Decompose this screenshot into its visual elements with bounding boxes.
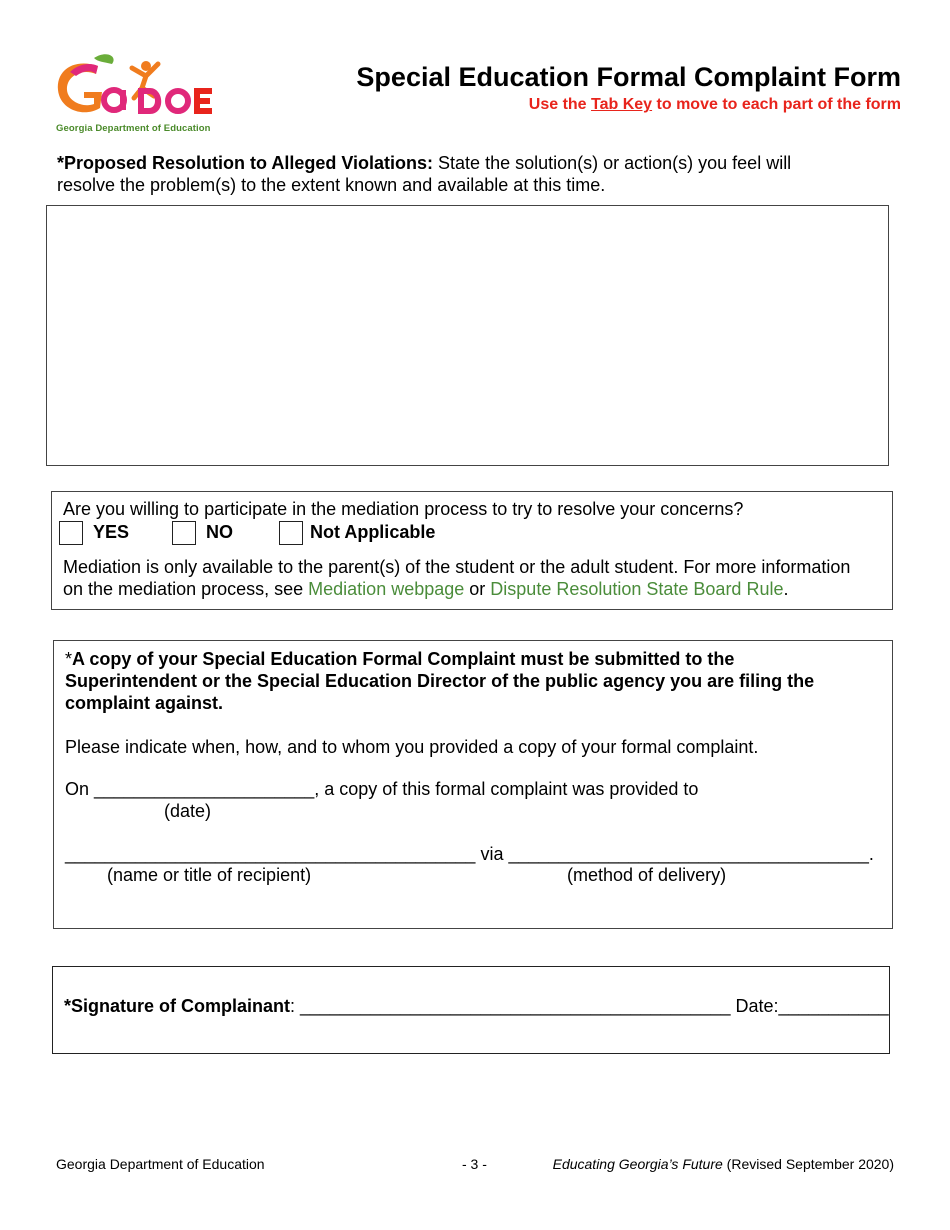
method-caption: (method of delivery)	[567, 865, 727, 885]
mediation-note	[63, 556, 888, 600]
resolution-label: *Proposed Resolution to Alleged Violations:	[57, 153, 434, 173]
mediation-webpage-link[interactable]: Mediation webpage	[308, 579, 465, 599]
not-applicable-checkbox[interactable]	[279, 521, 303, 545]
mediation-question: Are you willing to participate in the mediation process to try to resolve your concerns?	[63, 499, 744, 519]
signature-section	[52, 966, 890, 1054]
mediation-note-1: Mediation is only available to the parent(s) of the student or the adult student. For more information	[63, 557, 851, 577]
tab-instruction-post: to move to each part of the form	[652, 96, 901, 113]
mediation-note-end: .	[783, 579, 789, 599]
tab-key-label: Tab Key	[591, 96, 653, 113]
footer-right	[553, 1156, 894, 1172]
yes-label: YES	[93, 522, 130, 542]
gadoe-logo	[54, 52, 214, 136]
resolution-intro	[57, 152, 857, 196]
page-number: - 3 -	[462, 1156, 487, 1172]
copy-bold-2: Superintendent or the Special Education Director of the public agency you are filing the	[65, 671, 815, 691]
resolution-text-2: resolve the problem(s) to the extent known and available at this time.	[57, 175, 606, 195]
recipient-caption: (name or title of recipient)	[107, 865, 312, 885]
resolution-text-field[interactable]	[46, 205, 889, 466]
resolution-text-1: State the solution(s) or action(s) you feel will	[433, 153, 792, 173]
recipient-method-field[interactable]: _________________________________________ via ____________________________________.	[65, 844, 874, 864]
date-caption: (date)	[164, 801, 212, 821]
dispute-resolution-rule-link[interactable]: Dispute Resolution State Board Rule	[490, 579, 784, 599]
signature-label: *Signature of Complainant	[64, 996, 291, 1016]
tab-instruction-pre: Use the	[528, 96, 592, 113]
copy-provided-section	[53, 640, 893, 929]
signature-line[interactable]	[64, 996, 889, 1017]
copy-asterisk: *	[65, 649, 73, 669]
no-checkbox[interactable]	[172, 521, 196, 545]
footer-revision: (Revised September 2020)	[722, 1156, 894, 1172]
mediation-note-or: or	[464, 579, 491, 599]
form-title: Special Education Formal Complaint Form	[356, 62, 901, 92]
logo-caption: Georgia Department of Education	[56, 123, 211, 134]
gadoe-logo-icon	[54, 52, 214, 122]
copy-bold-3: complaint against.	[65, 693, 224, 713]
signature-date-line: : ___________________________________________ Date:___________	[290, 996, 889, 1016]
yes-checkbox[interactable]	[59, 521, 83, 545]
date-provided-field[interactable]: On ______________________, a copy of this formal complaint was provided to	[65, 779, 699, 799]
no-label: NO	[206, 522, 233, 542]
mediation-note-2: on the mediation process, see	[63, 579, 309, 599]
mediation-section	[51, 491, 893, 610]
copy-bold-1: A copy of your Special Education Formal Complaint must be submitted to the	[72, 649, 735, 669]
not-applicable-label: Not Applicable	[310, 522, 436, 542]
copy-instruction: Please indicate when, how, and to whom you provided a copy of your formal complaint.	[65, 737, 759, 757]
footer-left: Georgia Department of Education	[56, 1156, 265, 1172]
footer-slogan: Educating Georgia’s Future	[552, 1156, 723, 1172]
copy-requirement	[65, 648, 814, 714]
tab-instruction	[529, 96, 901, 114]
